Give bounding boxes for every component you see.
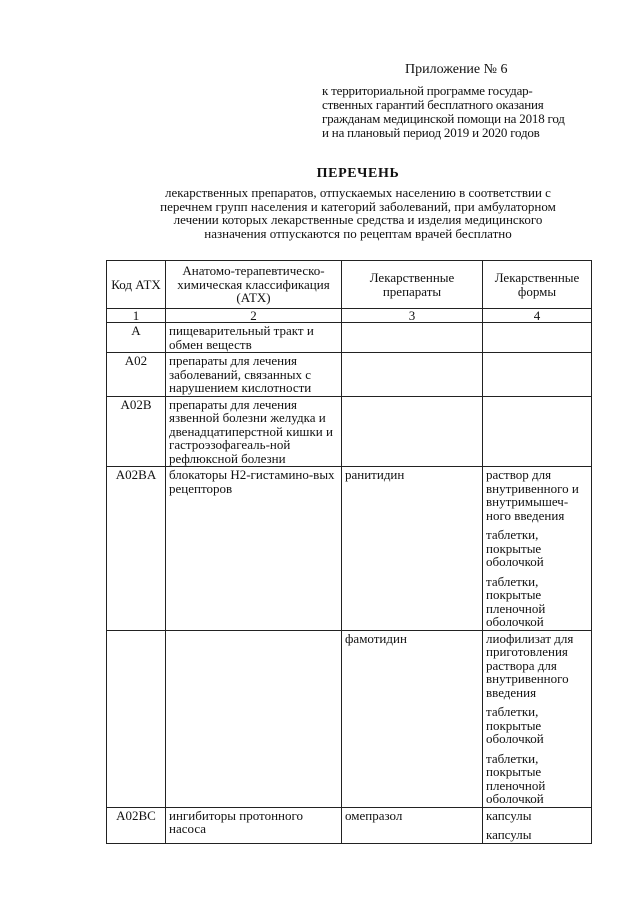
- dosage-form: таблетки, покрытые пленочной оболочкой: [486, 573, 546, 629]
- drug-cell: [342, 323, 483, 353]
- atc-code-cell: A02BC: [107, 807, 166, 843]
- forms-cell: [483, 353, 592, 397]
- document-title: ПЕРЕЧЕНЬ: [316, 166, 400, 181]
- classification-cell: блокаторы Н2-гистамино-вых рецепторов: [166, 467, 342, 631]
- header-dosage-forms: Лекарственные формы: [483, 261, 592, 309]
- appendix-reference: [322, 84, 602, 140]
- appendix-line: гражданам медицинской помощи на 2018 год: [322, 111, 565, 126]
- atc-code-cell: A: [107, 323, 166, 353]
- classification-cell: пищеварительный тракт и обмен веществ: [166, 323, 342, 353]
- appendix-line: и на плановый период 2019 и 2020 годов: [322, 125, 540, 140]
- column-number: 1: [107, 309, 166, 323]
- column-numbers-row: [107, 309, 592, 323]
- drug-cell: омепразол: [342, 807, 483, 843]
- drug-cell: [342, 353, 483, 397]
- dosage-form: капсулы: [486, 807, 532, 823]
- header-drugs: Лекарственные препараты: [342, 261, 483, 309]
- table-header-row: [107, 261, 592, 309]
- dosage-form: капсулы: [486, 827, 532, 842]
- medications-table: [106, 260, 592, 844]
- drug-cell: [342, 396, 483, 467]
- document-subtitle: [108, 186, 608, 240]
- forms-cell: [483, 396, 592, 467]
- appendix-title: Приложение № 6: [405, 62, 508, 77]
- table-row: [107, 323, 592, 353]
- table-row: [107, 353, 592, 397]
- dosage-form: лиофилизат для приготовления раствора для внутривенного введения: [486, 630, 574, 700]
- dosage-form: таблетки, покрытые пленочной оболочкой: [486, 750, 546, 806]
- table-row: [107, 396, 592, 467]
- atc-code-cell: [107, 630, 166, 807]
- drug-cell: ранитидин: [342, 467, 483, 631]
- classification-cell: ингибиторы протонного насоса: [166, 807, 342, 843]
- subtitle-line: лекарственных препаратов, отпускаемых населению в соответствии с: [165, 185, 551, 200]
- classification-cell: препараты для лечения язвенной болезни желудка и двенадцатиперстной кишки и гастроэзофагеаль-ной рефлюксной болезни: [166, 396, 342, 467]
- forms-cell: [483, 630, 592, 807]
- table-row: [107, 807, 592, 843]
- header-atc-code: Код АТХ: [107, 261, 166, 309]
- dosage-form: таблетки, покрытые оболочкой: [486, 527, 544, 569]
- column-number: 4: [483, 309, 592, 323]
- appendix-line: ственных гарантий бесплатного оказания: [322, 97, 544, 112]
- atc-code-cell: A02B: [107, 396, 166, 467]
- column-number: 3: [342, 309, 483, 323]
- classification-cell: препараты для лечения заболеваний, связанных с нарушением кислотности: [166, 353, 342, 397]
- drug-cell: фамотидин: [342, 630, 483, 807]
- forms-cell: [483, 323, 592, 353]
- classification-cell: [166, 630, 342, 807]
- dosage-form: раствор для внутривенного и внутримышеч-ного введения: [486, 467, 579, 523]
- table-row: [107, 630, 592, 807]
- header-atc-classification: Анатомо-терапевтическо-химическая классификация (АТХ): [166, 261, 342, 309]
- subtitle-line: лечении которых лекарственные средства и изделия медицинского: [173, 212, 543, 227]
- subtitle-line: назначения отпускаются по рецептам врачей бесплатно: [204, 225, 512, 241]
- appendix-line: к территориальной программе государ-: [322, 83, 533, 98]
- forms-cell: [483, 807, 592, 843]
- atc-code-cell: A02BA: [107, 467, 166, 631]
- subtitle-line: перечнем групп населения и категорий заболеваний, при амбулаторном: [160, 198, 556, 214]
- atc-code-cell: A02: [107, 353, 166, 397]
- column-number: 2: [166, 309, 342, 323]
- forms-cell: [483, 467, 592, 631]
- dosage-form: таблетки, покрытые оболочкой: [486, 704, 544, 746]
- table-row: [107, 467, 592, 631]
